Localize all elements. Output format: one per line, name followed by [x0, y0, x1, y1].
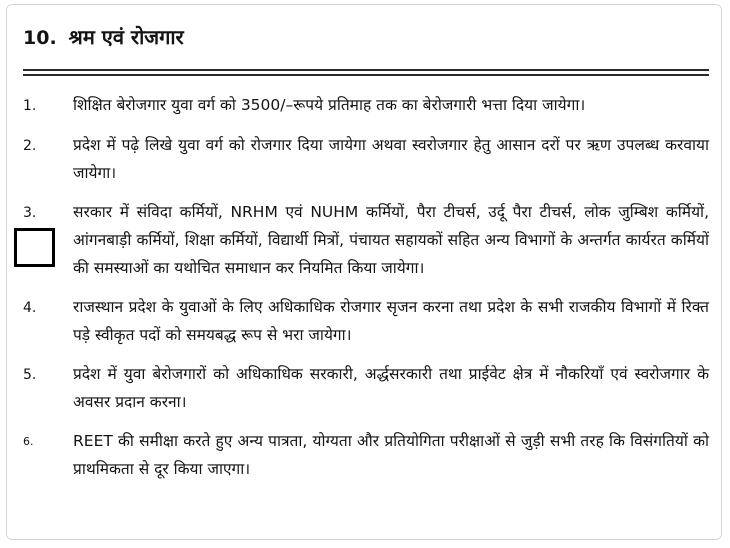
- list-item: [23, 91, 709, 120]
- list-item: [23, 131, 709, 187]
- item-number: 5.: [23, 367, 37, 383]
- document-page: [6, 4, 722, 540]
- item-text: प्रदेश में युवा बेरोजगारों को अधिकाधिक सरकारी, अर्द्धसरकारी तथा प्राईवेट क्षेत्र में नौकरियाँ एवं स्वरोजगार के अवसर प्रदान करना।: [73, 365, 709, 411]
- list-item: [23, 360, 709, 416]
- list-item: [23, 427, 709, 483]
- item-number: 6.: [23, 435, 34, 448]
- item-3-highlight-box: [14, 228, 55, 267]
- item-number: 4.: [23, 300, 37, 316]
- item-number: 3.: [23, 205, 37, 221]
- item-text: शिक्षित बेरोजगार युवा वर्ग को 3500/–रूपये प्रतिमाह तक का बेरोजगारी भत्ता दिया जायेगा।: [73, 96, 586, 114]
- promise-list: [23, 91, 709, 494]
- item-text: राजस्थान प्रदेश के युवाओं के लिए अधिकाधिक रोजगार सृजन करना तथा प्रदेश के सभी राजकीय विभागों में रिक्त पड़े स्वीकृत पदों को समयबद्ध रूप से भरा जायेगा।: [73, 298, 709, 344]
- heading-rule-bottom: [23, 74, 709, 76]
- heading-rule-top: [23, 69, 709, 71]
- section-number: 10.: [23, 27, 57, 49]
- item-text: प्रदेश में पढ़े लिखे युवा वर्ग को रोजगार दिया जायेगा अथवा स्वरोजगार हेतु आसान दरों पर ऋण उपलब्ध करवाया जायेगा।: [73, 136, 709, 182]
- section-title: श्रम एवं रोजगार: [68, 25, 184, 49]
- item-number: 1.: [23, 98, 37, 114]
- item-text: REET की समीक्षा करते हुए अन्य पात्रता, योग्यता और प्रतियोगिता परीक्षाओं से जुड़ी सभी तरह कि विसंगतियों को प्राथमिकता से दूर किया जाएगा।: [73, 432, 709, 478]
- list-item: [23, 293, 709, 349]
- list-item: [23, 198, 709, 282]
- item-text: सरकार में संविदा कर्मियों, NRHM एवं NUHM कर्मियों, पैरा टीचर्स, उर्दू पैरा टीचर्स, लोक जुम्बिश कर्मियों, आंगनबाड़ी कर्मियों, शिक्षा कर्मियों, विद्यार्थी मित्रों, पंचायत सहायकों सहित अन्य विभागों के अन्तर्गत कार्यरत कर्मियों की समस्याओं का यथोचित समाधान कर नियमित किया जायेगा।: [73, 203, 709, 277]
- item-number: 2.: [23, 138, 37, 154]
- section-heading: [23, 23, 184, 50]
